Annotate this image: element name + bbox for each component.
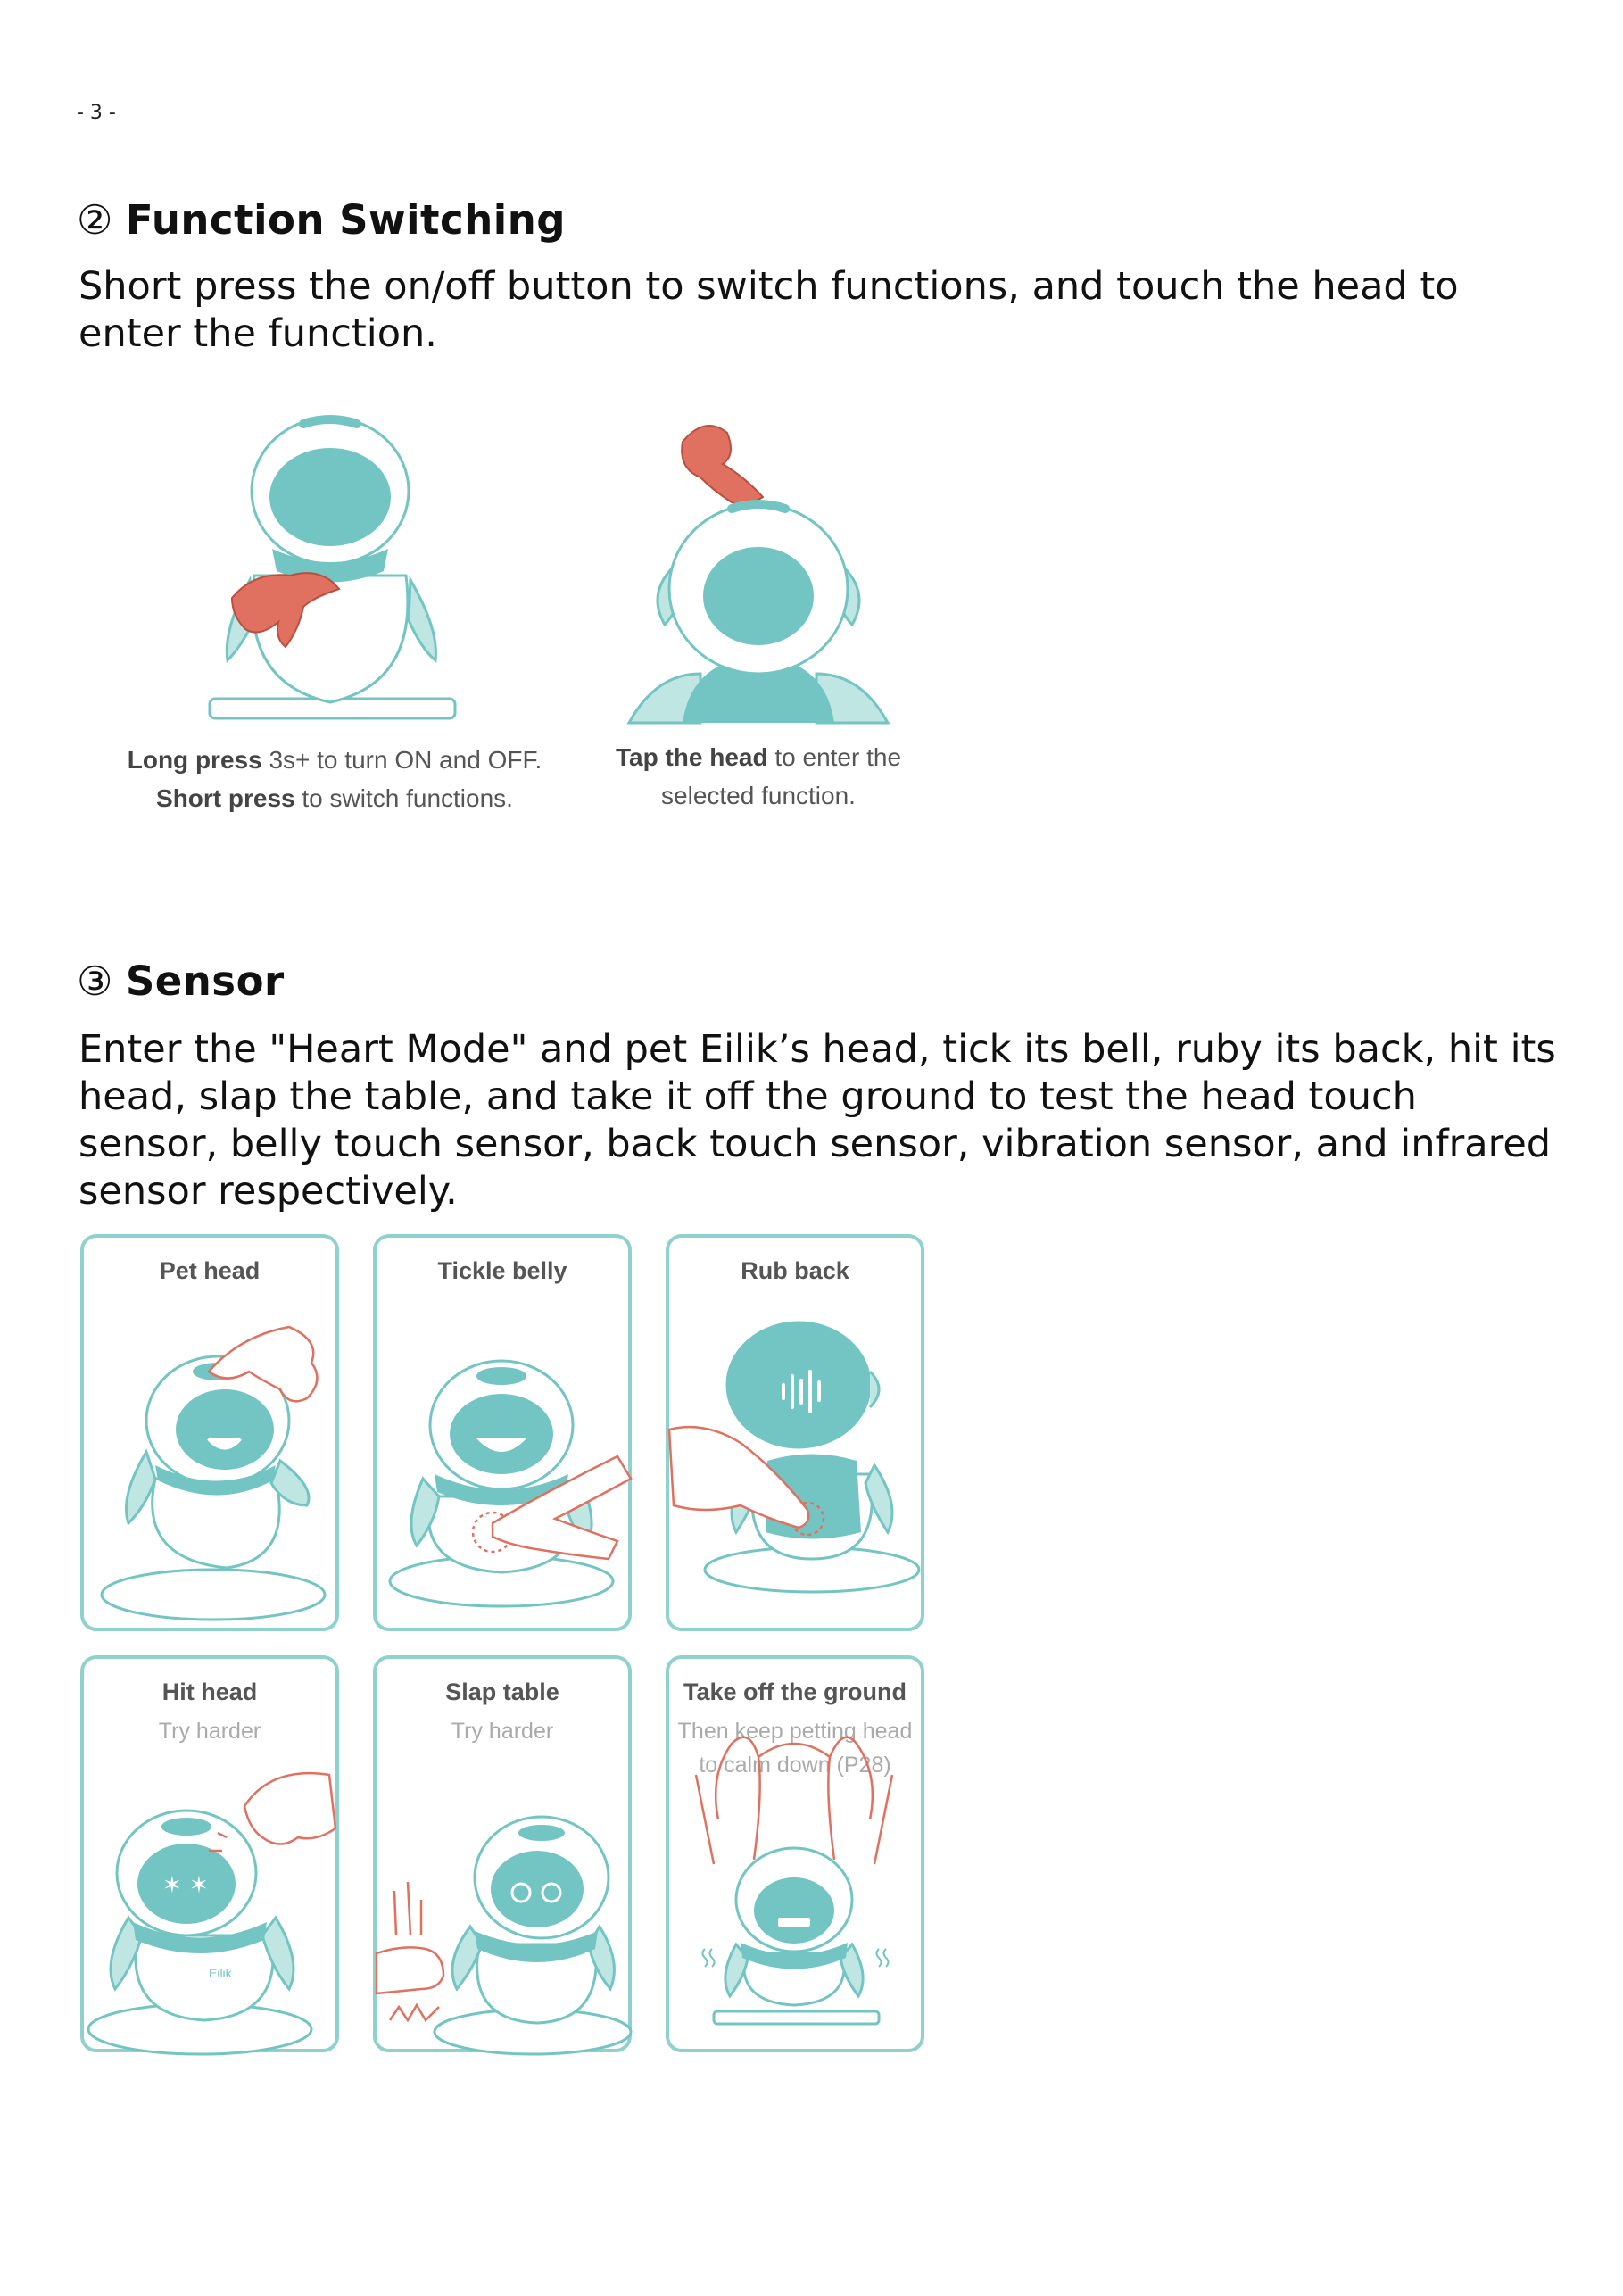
section-title-text: Sensor — [125, 957, 285, 1005]
tickle-belly-illustration — [377, 1238, 628, 1628]
section-number: ③ — [77, 957, 113, 1005]
card-title: Take off the ground — [683, 1678, 907, 1705]
section-title-sensor — [77, 957, 285, 1005]
sensor-card-take-off-ground — [666, 1655, 924, 2052]
rub-back-illustration — [669, 1238, 921, 1628]
card-title: Slap table — [445, 1678, 559, 1705]
section-title-function-switching — [77, 196, 566, 244]
card-subtitle: Then keep petting head to calm down (P28) — [677, 1719, 913, 1778]
sensor-card-slap-table — [373, 1655, 632, 2052]
tap-head-caption — [589, 738, 928, 815]
section-title-text: Function Switching — [125, 196, 566, 244]
sensor-card-hit-head — [80, 1655, 339, 2052]
hit-head-illustration — [84, 1659, 335, 2049]
slap-table-illustration — [377, 1659, 628, 2049]
caption-text: to enter the — [767, 743, 902, 771]
card-title: Rub back — [741, 1257, 849, 1284]
caption-bold: Tap the head — [615, 743, 768, 771]
sensor-card-rub-back — [666, 1234, 924, 1631]
svg-text:✶: ✶ — [162, 1872, 182, 1899]
robot-tap-head-illustration — [629, 415, 897, 727]
page-number: - 3 - — [77, 102, 116, 124]
long-press-caption — [94, 741, 576, 817]
svg-text:✶: ✶ — [189, 1872, 209, 1899]
caption-text: 3s+ to turn ON and OFF. — [261, 746, 542, 774]
caption-text: selected function. — [661, 782, 856, 809]
card-title: Tickle belly — [437, 1257, 567, 1284]
pet-head-illustration — [84, 1238, 335, 1628]
take-off-ground-illustration — [669, 1659, 921, 2049]
caption-bold: Short press — [156, 784, 295, 812]
sensor-card-tickle-belly — [373, 1234, 632, 1631]
card-title: Hit head — [161, 1678, 258, 1705]
robot-badge: Eilik — [209, 1966, 232, 1980]
card-subtitle: Try harder — [451, 1719, 554, 1744]
robot-long-press-illustration — [205, 415, 464, 727]
section-number: ② — [77, 196, 113, 244]
function-switching-text: Short press the on/off button to switch functions, and touch the head to enter the function. — [79, 264, 1459, 356]
card-subtitle: Try harder — [158, 1719, 261, 1744]
caption-text: to switch functions. — [294, 784, 513, 812]
sensor-card-pet-head — [80, 1234, 339, 1631]
caption-bold: Long press — [127, 746, 262, 774]
sensor-text: Enter the "Heart Mode" and pet Eilik’s head, tick its bell, ruby its back, hit its head, slap the table, and take it off the ground to test the head touch sensor, belly touch sensor, back touch sensor, vibration sensor, and infrared sensor respectively. — [79, 1027, 1556, 1214]
card-title: Pet head — [159, 1257, 261, 1284]
